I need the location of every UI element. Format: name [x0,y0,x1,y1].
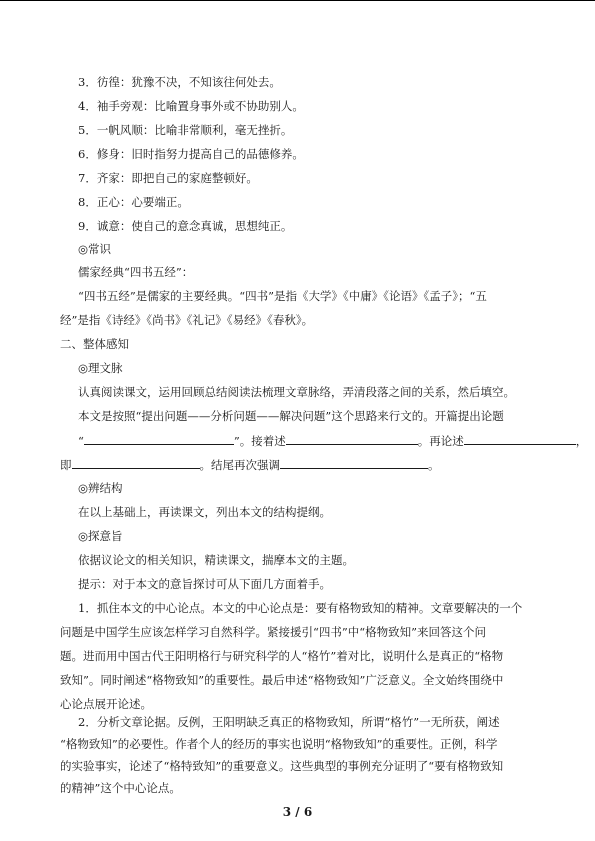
blank-argument-2[interactable] [464,433,576,445]
tanyizhi-instruction: 依据议论文的相关知识，精读课文，揣摩本文的主题。 [78,553,354,567]
point2-line2: “格物致知”的必要性。作者个人的经历的事实也说明“格物致知”的重要性。正例，科学 [60,737,498,751]
top-border [0,0,595,1]
blank-namely[interactable] [72,457,200,469]
point2-line1: 2．分析文章论据。反例，王阳明缺乏真正的格物致知，所谓“格竹”一无所获，阐述 [78,715,500,729]
liwenmai-intro: 本文是按照“提出问题——分析问题——解决问题”这个思路来行文的。开篇提出论题 [78,409,504,423]
section-heading: 二、整体感知 [60,337,129,351]
point2-line4: 的精神”这个中心论点。 [60,781,181,795]
vocab-item-3: 3．彷徨：犹豫不决，不知该往何处去。 [78,75,281,89]
changshi-para-line1: “四书五经”是儒家的主要经典。“四书”是指《大学》《中庸》《论语》《孟子》；“五 [78,289,487,303]
bianjiegou-heading: ◎辨结构 [78,481,123,495]
liwenmai-instruction: 认真阅读课文，运用回顾总结阅读法梳理文章脉络，弄清段落之间的关系，然后填空。 [78,385,515,399]
fill-blank-line1: “ ”。接着述 。再论述 ， [78,434,588,448]
point1-line4: 致知”。同时阐述“格物致知”的重要性。最后申述“格物致知”广泛意义。全文始终围绕中 [60,673,504,687]
changshi-title: 儒家经典“四书五经”： [78,265,194,279]
vocab-item-6: 6．修身：旧时指努力提高自己的品德修养。 [78,147,304,161]
blank-argument-1[interactable] [286,433,418,445]
tanyizhi-heading: ◎探意旨 [78,529,123,543]
point1-line2: 问题是中国学生应该怎样学习自然科学。紧接援引“四书”中“格物致知”来回答这个问 [60,625,487,639]
hint-line: 提示：对于本文的意旨探讨可从下面几方面着手。 [78,577,331,591]
vocab-item-8: 8．正心：心要端正。 [78,195,189,209]
changshi-para-line2: 经”是指《诗经》《尚书》《礼记》《易经》《春秋》。 [60,313,314,327]
vocab-item-5: 5．一帆风顺：比喻非常顺利，毫无挫折。 [78,123,293,137]
point1-line3: 题。进而用中国古代王阳明格行与研究科学的人“格竹”着对比，说明什么是真正的“格物 [60,649,504,663]
blank-topic[interactable] [84,433,234,445]
point2-line3: 的实验事实，论述了“格特致知”的重要意义。这些典型的事例充分证明了“要有格物致知 [60,759,504,773]
page-number: 3 / 6 [282,805,313,819]
vocab-item-9: 9．诚意：使自己的意念真诚，思想纯正。 [78,219,293,233]
bianjiegou-instruction: 在以上基础上，再读课文，列出本文的结构提纲。 [78,505,331,519]
vocab-item-7: 7．齐家：即把自己的家庭整顿好。 [78,171,258,185]
vocab-item-4: 4．袖手旁观：比喻置身事外或不协助别人。 [78,99,304,113]
liwenmai-heading: ◎理文脉 [78,361,123,375]
fill-blank-line2: 即 。结尾再次强调 。 [60,458,440,472]
point1-line5: 心论点展开论述。 [60,697,152,711]
changshi-heading: ◎常识 [78,242,112,256]
blank-conclusion[interactable] [280,457,428,469]
point1-line1: 1．抓住本文的中心论点。本文的中心论点是：要有格物致知的精神。文章要解决的一个 [78,601,523,615]
